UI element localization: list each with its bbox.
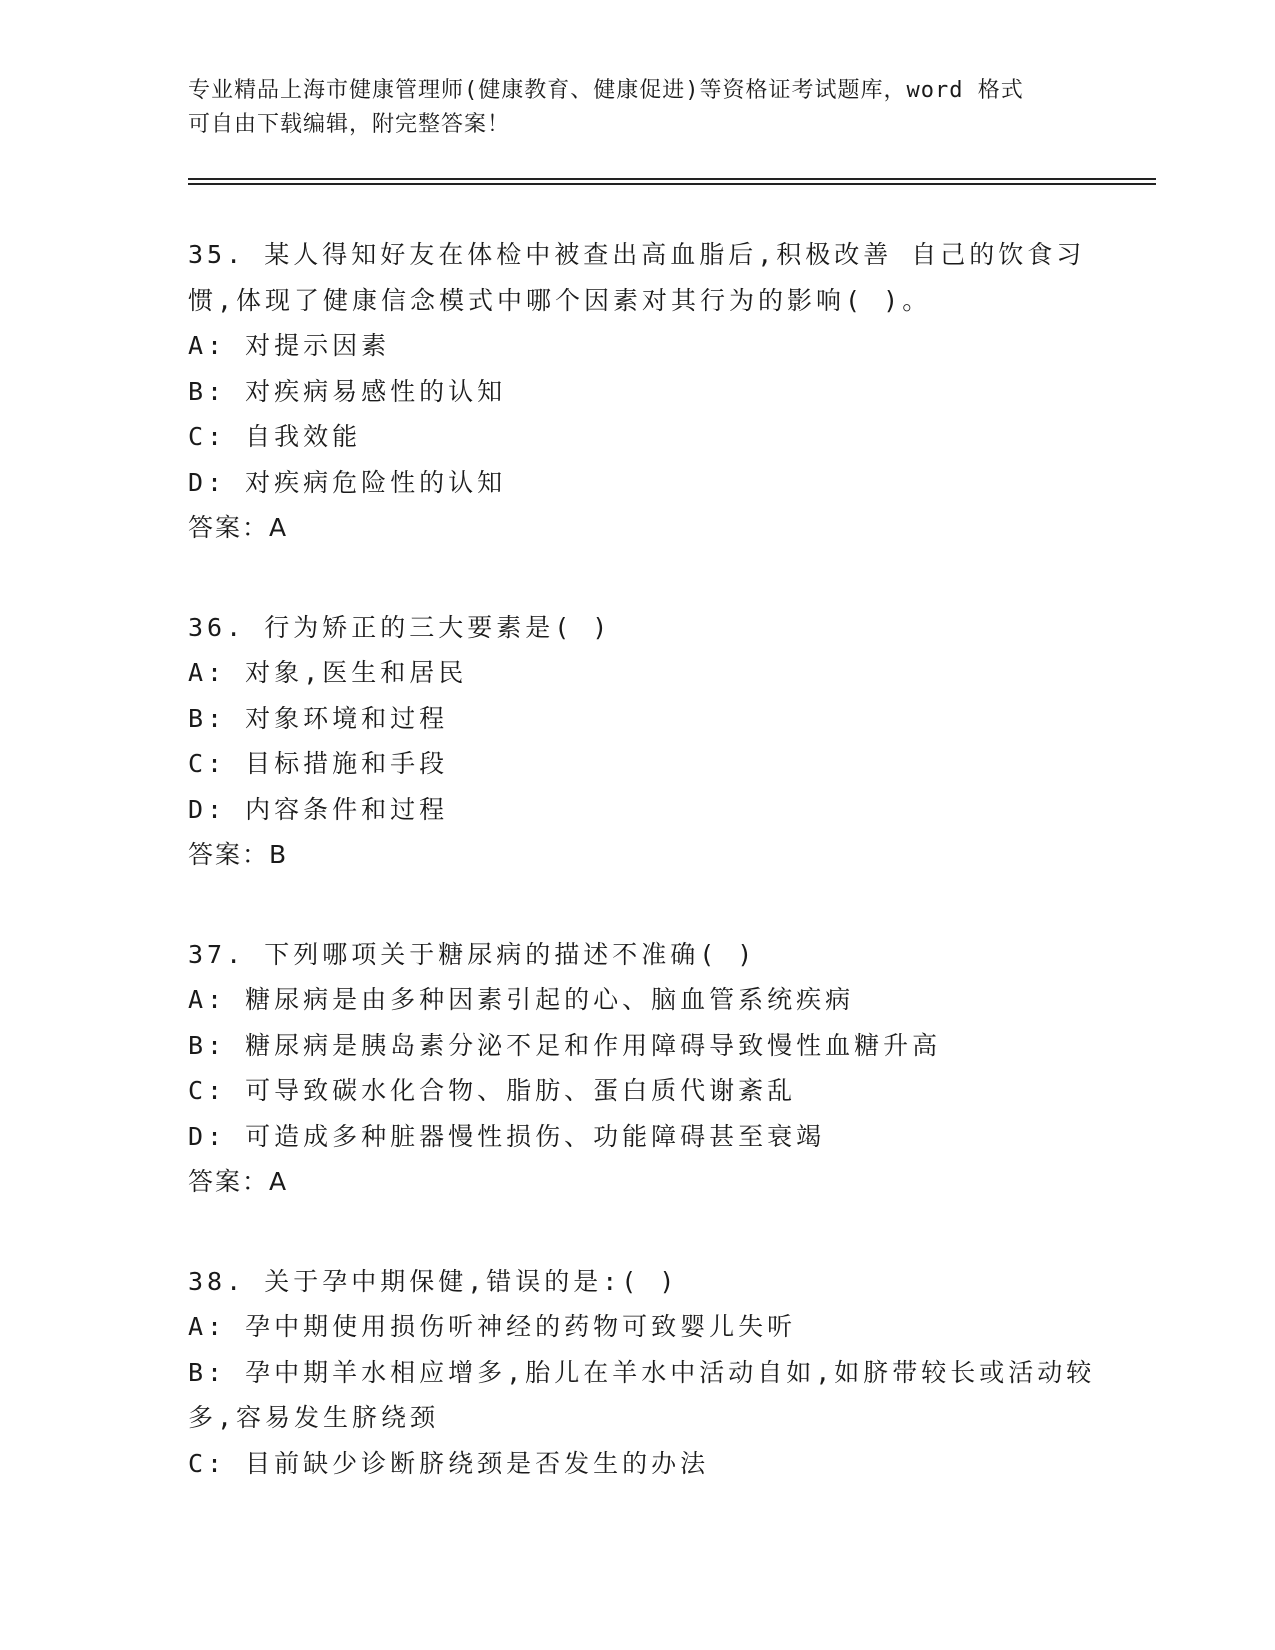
answer-key: 答案：A bbox=[188, 1167, 289, 1196]
question-block bbox=[188, 1259, 1096, 1487]
question-stem: 惯,体现了健康信念模式中哪个因素对其行为的影响( )。 bbox=[188, 285, 932, 315]
question-stem: 38. 关于孕中期保健,错误的是:( ) bbox=[188, 1266, 679, 1296]
answer-key: 答案：B bbox=[188, 840, 289, 869]
answer-option: D: 对疾病危险性的认知 bbox=[188, 467, 507, 497]
answer-option: B: 对象环境和过程 bbox=[188, 703, 449, 733]
answer-option: A: 糖尿病是由多种因素引起的心、脑血管系统疾病 bbox=[188, 985, 855, 1014]
answer-option: C: 可导致碳水化合物、脂肪、蛋白质代谢紊乱 bbox=[188, 1076, 797, 1105]
question-block bbox=[188, 605, 1088, 878]
header-divider-top bbox=[188, 178, 1156, 180]
answer-option: B: 孕中期羊水相应增多,胎儿在羊水中活动自如,如脐带较长或活动较 bbox=[188, 1357, 1096, 1387]
answer-option: A: 对提示因素 bbox=[188, 331, 391, 360]
answer-option: B: 对疾病易感性的认知 bbox=[188, 376, 507, 406]
answer-option: D: 可造成多种脏器慢性损伤、功能障碍甚至衰竭 bbox=[188, 1121, 826, 1151]
header-line-1: 专业精品上海市健康管理师(健康教育、健康促进)等资格证考试题库，word 格式 bbox=[188, 78, 1024, 103]
question-list bbox=[188, 232, 1096, 1540]
answer-key: 答案：A bbox=[188, 513, 289, 542]
answer-option: A: 对象,医生和居民 bbox=[188, 658, 468, 687]
question-stem: 36. 行为矫正的三大要素是( ) bbox=[188, 612, 612, 642]
question-stem: 35. 某人得知好友在体检中被查出高血脂后,积极改善 自己的饮食习 bbox=[188, 240, 1086, 269]
answer-option: D: 内容条件和过程 bbox=[188, 794, 449, 824]
answer-option: C: 目标措施和手段 bbox=[188, 749, 449, 778]
answer-option: 多,容易发生脐绕颈 bbox=[188, 1403, 440, 1432]
question-block bbox=[188, 932, 1088, 1205]
answer-option: A: 孕中期使用损伤听神经的药物可致婴儿失听 bbox=[188, 1312, 797, 1341]
question-block bbox=[188, 232, 1088, 551]
document-header bbox=[188, 74, 1088, 142]
answer-option: C: 自我效能 bbox=[188, 422, 362, 451]
header-divider-bottom bbox=[188, 183, 1156, 185]
header-line-2: 可自由下载编辑，附完整答案！ bbox=[188, 112, 511, 137]
answer-option: C: 目前缺少诊断脐绕颈是否发生的办法 bbox=[188, 1448, 710, 1478]
answer-option: B: 糖尿病是胰岛素分泌不足和作用障碍导致慢性血糖升高 bbox=[188, 1030, 942, 1060]
question-stem: 37. 下列哪项关于糖尿病的描述不准确( ) bbox=[188, 939, 757, 969]
